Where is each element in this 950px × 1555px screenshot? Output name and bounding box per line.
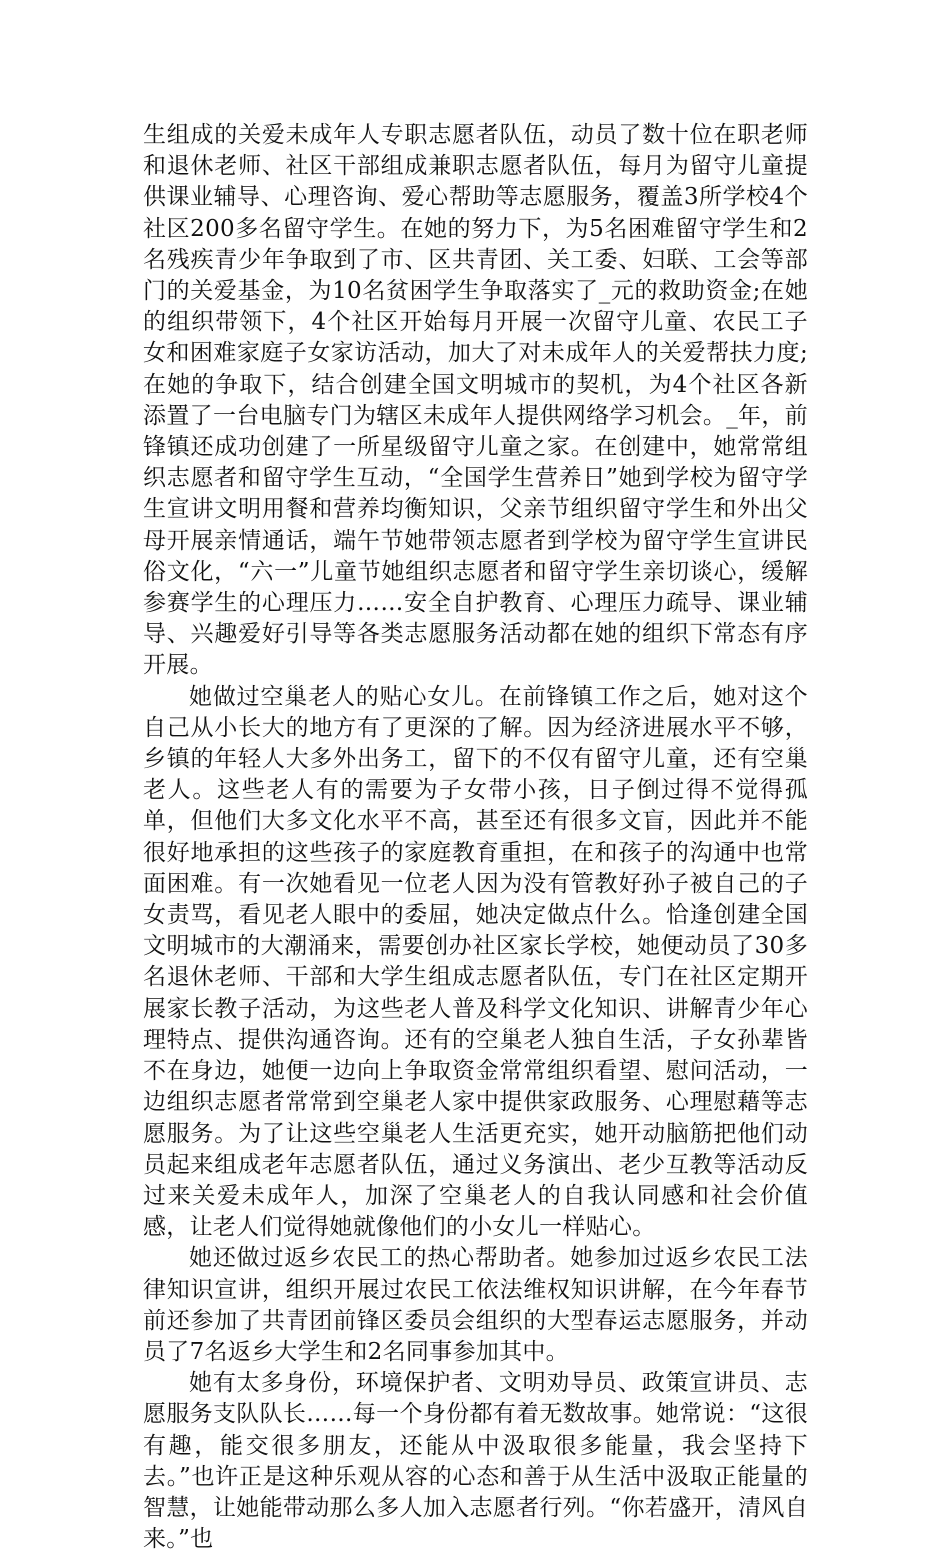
document-page: [143, 120, 808, 1555]
body-paragraph-4: 她有太多身份，环境保护者、文明劝导员、政策宣讲员、志愿服务支队队长……每一个身份都有着无数故事。她常说：“这很有趣，能交很多朋友，还能从中汲取很多能量，我会坚持下去。”也许正是这种乐观从容的心态和善于从生活中汲取正能量的智慧，让她能带动那么多人加入志愿者行列。“你若盛开，清风自来。”也: [143, 1370, 808, 1553]
body-paragraph-3: 她还做过返乡农民工的热心帮助者。她参加过返乡农民工法律知识宣讲，组织开展过农民工依法维权知识讲解，在今年春节前还参加了共青团前锋区委员会组织的大型春运志愿服务，并动员了7名返乡大学生和2名同事参加其中。: [143, 1245, 808, 1365]
body-paragraph-1: 生组成的关爱未成年人专职志愿者队伍，动员了数十位在职老师和退休老师、社区干部组成兼职志愿者队伍，每月为留守儿童提供课业辅导、心理咨询、爱心帮助等志愿服务，覆盖3所学校4个社区200多名留守学生。在她的努力下，为5名困难留守学生和2名残疾青少年争取到了市、区共青团、关工委、妇联、工会等部门的关爱基金，为10名贫困学生争取落实了_元的救助资金;在她的组织带领下，4个社区开始每月开展一次留守儿童、农民工子女和困难家庭子女家访活动，加大了对未成年人的关爱帮扶力度;在她的争取下，结合创建全国文明城市的契机，为4个社区各新添置了一台电脑专门为辖区未成年人提供网络学习机会。_年，前锋镇还成功创建了一所星级留守儿童之家。在创建中，她常常组织志愿者和留守学生互动，“全国学生营养日”她到学校为留守学生宣讲文明用餐和营养均衡知识，父亲节组织留守学生和外出父母开展亲情通话，端午节她带领志愿者到学校为留守学生宣讲民俗文化，“六一”儿童节她组织志愿者和留守学生亲切谈心，缓解参赛学生的心理压力……安全自护教育、心理压力疏导、课业辅导、兴趣爱好引导等各类志愿服务活动都在她的组织下常态有序开展。: [143, 122, 808, 679]
body-paragraph-2: 她做过空巢老人的贴心女儿。在前锋镇工作之后，她对这个自己从小长大的地方有了更深的了解。因为经济进展水平不够，乡镇的年轻人大多外出务工，留下的不仅有留守儿童，还有空巢老人。这些老人有的需要为子女带小孩，日子倒过得不觉得孤单，但他们大多文化水平不高，甚至还有很多文盲，因此并不能很好地承担的这些孩子的家庭教育重担，在和孩子的沟通中也常面困难。有一次她看见一位老人因为没有管教好孙子被自己的子女责骂，看见老人眼中的委屈，她决定做点什么。恰逢创建全国文明城市的大潮涌来，需要创办社区家长学校，她便动员了30多名退休老师、干部和大学生组成志愿者队伍，专门在社区定期开展家长教子活动，为这些老人普及科学文化知识、讲解青少年心理特点、提供沟通咨询。还有的空巢老人独自生活，子女孙辈皆不在身边，她便一边向上争取资金常常组织看望、慰问活动，一边组织志愿者常常到空巢老人家中提供家政服务、心理慰藉等志愿服务。为了让这些空巢老人生活更充实，她开动脑筋把他们动员起来组成老年志愿者队伍，通过义务演出、老少互教等活动反过来关爱未成年人，加深了空巢老人的自我认同感和社会价值感，让老人们觉得她就像他们的小女儿一样贴心。: [143, 683, 808, 1241]
